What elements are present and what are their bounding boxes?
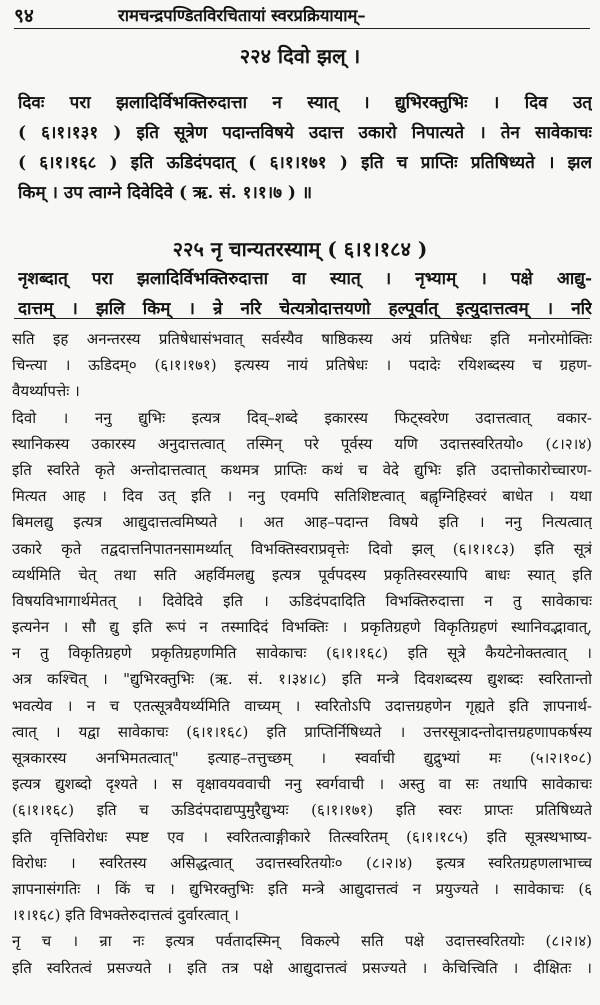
sutra-225-heading: २२५ नृ चान्यतरस्याम् ( ६।१।१८४ )	[172, 237, 428, 261]
page-number: ९४	[14, 5, 34, 27]
note-line: चिन्त्या । ऊडिदम्० (६।१।१७१) इत्यस्य नायं प्रतिषेधः । पदादेः रयिशब्दस्य च ग्रहण-	[12, 356, 592, 375]
note-line: ज्ञापनासंगतिः । किं च । द्युभिरक्तुभिः इति मन्त्रे आद्युदात्तत्वं न प्रयुज्यते । सावेकाचः (६	[12, 879, 592, 898]
note-line: अत्र कश्चित् । "द्युभिरक्तुभिः (ऋ. सं. १।३४।८) इति मन्त्रे दिवशब्दस्य द्युशब्दः स्वरितान्तो	[12, 670, 592, 689]
note-line: विरोधः । स्वरितस्य असिद्धत्वात् उदात्तस्वरितयोः० (८।२।४) इत्यत्र स्वरितग्रहणलाभाच्च	[12, 853, 592, 872]
note-line: इति स्वरिते कृते अन्तोदात्तत्वात् कथमत्र प्राप्तिः कथं च वेदे द्युभिः इति उदात्तोकारोच्चारण-	[12, 460, 592, 479]
note-line: भवत्येव । न च एतत्सूत्रवैयर्थ्यमिति वाच्यम् । स्वरितोऽपि उदात्तग्रहणेन गृह्यते इति ज्ञापनार्थ-	[12, 696, 592, 715]
text-line: दात्तम् । झलि किम् । न्रे नरि चेत्यत्रोदात्तयणो हल्पूर्वात् इत्युदात्तत्वम् । नरि	[18, 299, 592, 319]
text-line: दिवः परा झलादिर्विभक्तिरुदात्ता न स्यात् । द्युभिरक्तुभिः । दिव उत्	[18, 93, 592, 113]
footnote-block	[12, 326, 592, 981]
note-line: ।१।१६८) इति विभक्तेरुदात्तत्वं दुर्वारत्वात् ।	[12, 906, 239, 925]
note-line: उकारे कृते तद्वदात्तनिपातनसामर्थ्यात् विभक्तिस्वराप्रवृत्तेः दिवो झल् (६।१।१८३) इति सूत्रं	[12, 539, 592, 558]
note-line: इति वृत्तिविरोधः स्पष्ट एव । स्वरितत्वाङ्गीकारे तित्स्वरितम् (६।१।१८५) इति सूत्रस्थभाष्य-	[12, 827, 592, 846]
note-line: मित्यत आह । दिव उत् इति । ननु एवमपि सतिशिष्टत्वात् बह्वृग्निहिस्वरं बाधेत । यथा	[12, 487, 592, 506]
header-divider	[14, 28, 590, 29]
page-header	[0, 2, 600, 28]
note-line: (६।१।१६८) इति च ऊडिदंपदाद्यप्पुमुरैद्युभ्यः (६।१।१७१) इति स्वरः प्राप्तः प्रतिषिध्यते	[12, 801, 592, 820]
note-line: सति इह अनन्तरस्य प्रतिषेधासंभवात् सर्वस्यैव षाष्ठिकस्य अयं प्रतिषेधः इति मनोरमोक्तिः	[12, 330, 592, 348]
sutra-225-commentary	[18, 264, 592, 324]
sutra-224-commentary	[18, 88, 592, 208]
text-line: ( ६।१।१३१ ) इति सूत्रेण पदान्तविषये उदात्त उकारो निपात्यते । तेन सावेकाचः	[18, 123, 592, 143]
note-line: इति स्वरितत्वं प्रसज्यते । इति तत्र पक्षे आद्युदात्तत्वं प्रसज्यते । केचित्त्विति । दीक्षितः ।	[12, 958, 592, 977]
note-line: नृ च । न्रा नः इत्यत्र पर्वतादस्मिन् विकल्पे सति पक्षे उदात्तस्वरितयोः (८।२।४)	[12, 932, 592, 951]
sutra-224-heading: २२४ दिवो झल् ।	[239, 44, 361, 68]
running-title: रामचन्द्रपण्डितविरचितायां स्वरप्रक्रियायाम्–	[118, 6, 366, 25]
note-line: स्थानिकस्य उकारस्य अनुदात्तत्वात् तस्मिन् परे पूर्वस्य यणि उदात्तस्वरितयो० (८।२।४)	[12, 434, 592, 453]
note-line: विषयविभागार्थमेतत् । दिवेदिवे इति । ऊडिदंपदादिति विभक्तिरुदात्ता न तु सावेकाचः	[12, 591, 592, 610]
note-line: दिवो । ननु द्युभिः इत्यत्र दिव्–शब्दे इकारस्य फिट्स्वरेण उदात्तत्वात् वकार-	[12, 408, 592, 427]
note-line: व्यर्थमिति चेत् तथा सति अहर्विमलद्यु इत्यत्र पूर्वपदस्य प्रकृतिस्वरस्यापि बाधः स्यात् इति	[12, 565, 592, 584]
note-line: वैयर्थ्यापत्तेः ।	[12, 382, 80, 401]
note-line: बिमलद्यु इत्यत्र आद्युदात्तत्वमिष्यते । अत आह–पदान्त विषये इति । ननु नित्यत्वात्	[12, 513, 592, 532]
text-line: किम् । उप त्वाग्ने दिवेदिवे ( ऋ. सं. १।१।७ ) ॥	[18, 183, 313, 203]
footnote-divider	[14, 318, 590, 319]
text-line: नृशब्दात् परा झलादिर्विभक्तिरुदात्ता वा स्यात् । नृभ्याम् । पक्षे आद्यु-	[18, 269, 592, 289]
note-line: न तु विकृतिग्रहणे प्रकृतिग्रहणमिति सावेकाचः (६।१।१६८) इति सूत्रे कैयटेनोक्तत्वात् ।	[12, 644, 592, 663]
note-line: इत्यनेन । सौ द्यु इति रूपं न तस्मादिदं विभक्तिः । प्रकृतिग्रहणे विकृतिग्रहणं स्थानिवद्भावात्,	[12, 618, 592, 637]
note-line: सूत्रकारस्य अनभिमतत्वात्" इत्याह–तत्तुच्छम् । स्वर्वाची द्युद्रुभ्यां मः (५।२।१०८)	[12, 749, 592, 767]
note-line: त्वात् । यद्वा सावेकाचः (६।१।१६८) इति प्राप्तिर्निषिध्यते । उत्तरसूत्रादन्तोदात्तग्रहणापकर्षस्य	[12, 722, 592, 741]
note-line: इत्यत्र द्युशब्दो दृश्यते । स वृक्षावयववाची ननु स्वर्गवाची । अस्तु वा सः तथापि सावेकाचः	[12, 775, 592, 794]
text-line: ( ६।१।१६८ ) इति ऊडिदंपदात् ( ६।१।१७१ ) इति च प्राप्तिः प्रतिषिध्यते । झल	[18, 153, 592, 173]
